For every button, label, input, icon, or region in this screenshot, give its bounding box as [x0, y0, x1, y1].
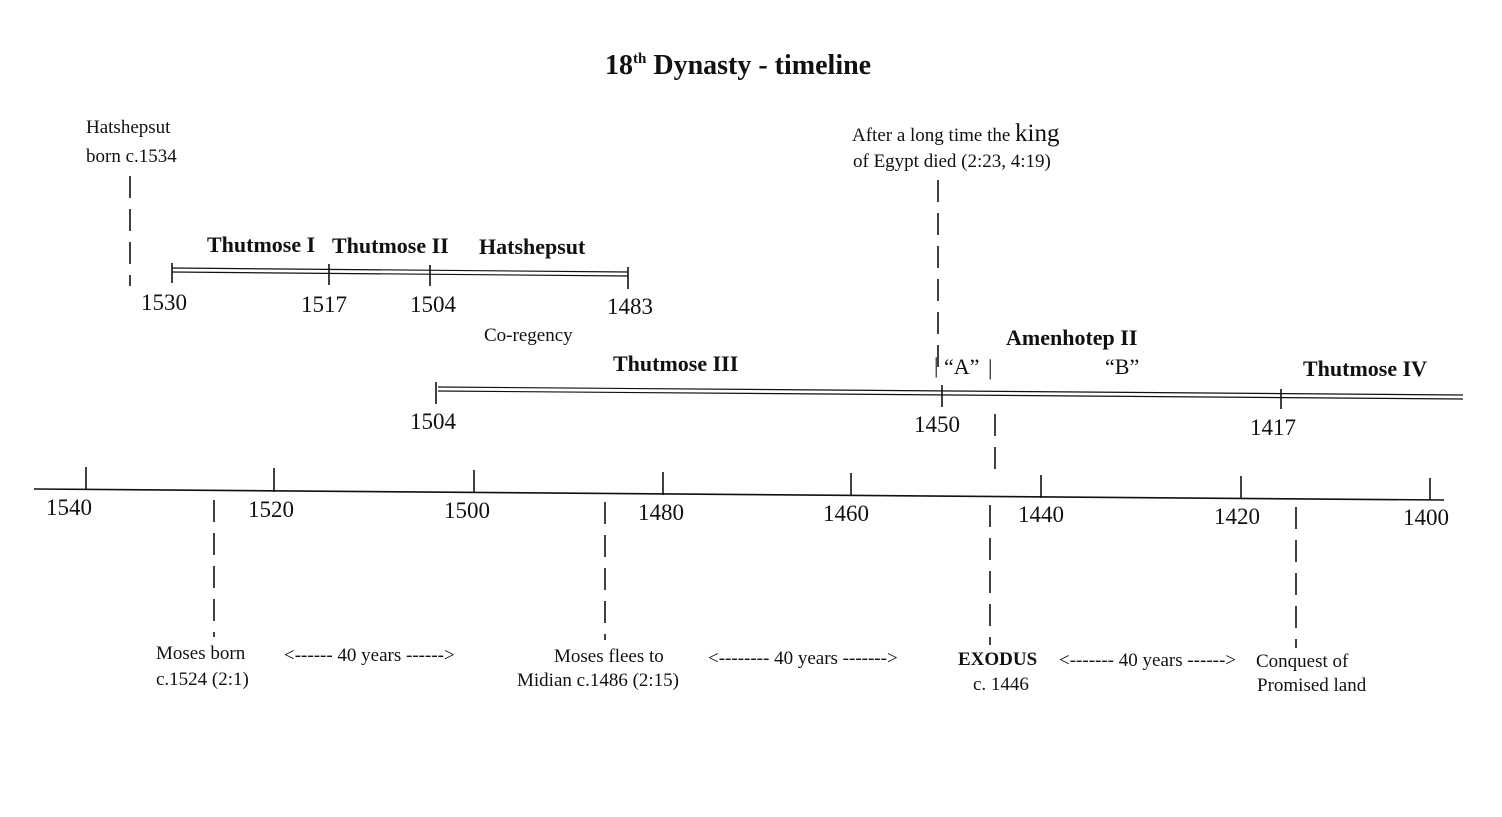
event-moses-born-line1: Moses born [156, 643, 246, 664]
king-died-line2: of Egypt died (2:23, 4:19) [853, 151, 1051, 172]
period-a-divider-right: | [988, 355, 993, 380]
reign-amenhotep-2: Amenhotep II [1006, 325, 1138, 350]
king-died-line1: After a long time the king [852, 120, 1060, 147]
middle-year-label: 1417 [1250, 415, 1296, 440]
event-conquest-line1: Conquest of [1256, 651, 1349, 672]
upper-year-label: 1530 [141, 290, 187, 315]
co-regency-label: Co-regency [484, 325, 573, 346]
upper-year-label: 1483 [607, 294, 653, 319]
reign-thutmose-3: Thutmose III [613, 351, 739, 376]
reign-thutmose-1: Thutmose I [207, 232, 316, 257]
axis-year-label: 1440 [1018, 502, 1064, 527]
axis-year-label: 1460 [823, 501, 869, 526]
period-b-label: “B” [1105, 354, 1140, 379]
middle-reign-bar [436, 382, 1463, 409]
axis-year-label: 1420 [1214, 504, 1260, 529]
reign-thutmose-4: Thutmose IV [1303, 356, 1428, 381]
axis-year-label: 1480 [638, 500, 684, 525]
axis-year-label: 1520 [248, 497, 294, 522]
event-moses-born-line2: c.1524 (2:1) [156, 669, 249, 690]
span-40-years-1: <------ 40 years ------> [284, 645, 455, 666]
event-exodus-line2: c. 1446 [973, 674, 1029, 695]
middle-year-label: 1450 [914, 412, 960, 437]
upper-year-label: 1517 [301, 292, 347, 317]
upper-year-label: 1504 [410, 292, 456, 317]
event-moses-flees-line1: Moses flees to [554, 646, 664, 667]
period-a-label: “A” [944, 354, 980, 379]
axis-year-label: 1540 [46, 495, 92, 520]
middle-year-label: 1504 [410, 409, 456, 434]
event-conquest-line2: Promised land [1257, 675, 1367, 696]
reign-hatshepsut: Hatshepsut [479, 234, 586, 259]
page-title: 18th Dynasty - timeline [605, 50, 872, 81]
span-40-years-3: <------- 40 years ------> [1059, 650, 1237, 671]
axis-year-label: 1400 [1403, 505, 1449, 530]
hatshepsut-birth-line2: born c.1534 [86, 146, 177, 167]
reign-thutmose-2: Thutmose II [332, 233, 449, 258]
hatshepsut-birth-line1: Hatshepsut [86, 117, 171, 138]
event-moses-flees-line2: Midian c.1486 (2:15) [517, 670, 680, 691]
event-exodus-line1: EXODUS [958, 649, 1038, 670]
span-40-years-2: <-------- 40 years -------> [708, 648, 898, 669]
axis-year-label: 1500 [444, 498, 490, 523]
period-a-divider-left: | [934, 353, 939, 378]
main-axis-line [34, 489, 1444, 500]
upper-reign-bar [172, 263, 628, 289]
